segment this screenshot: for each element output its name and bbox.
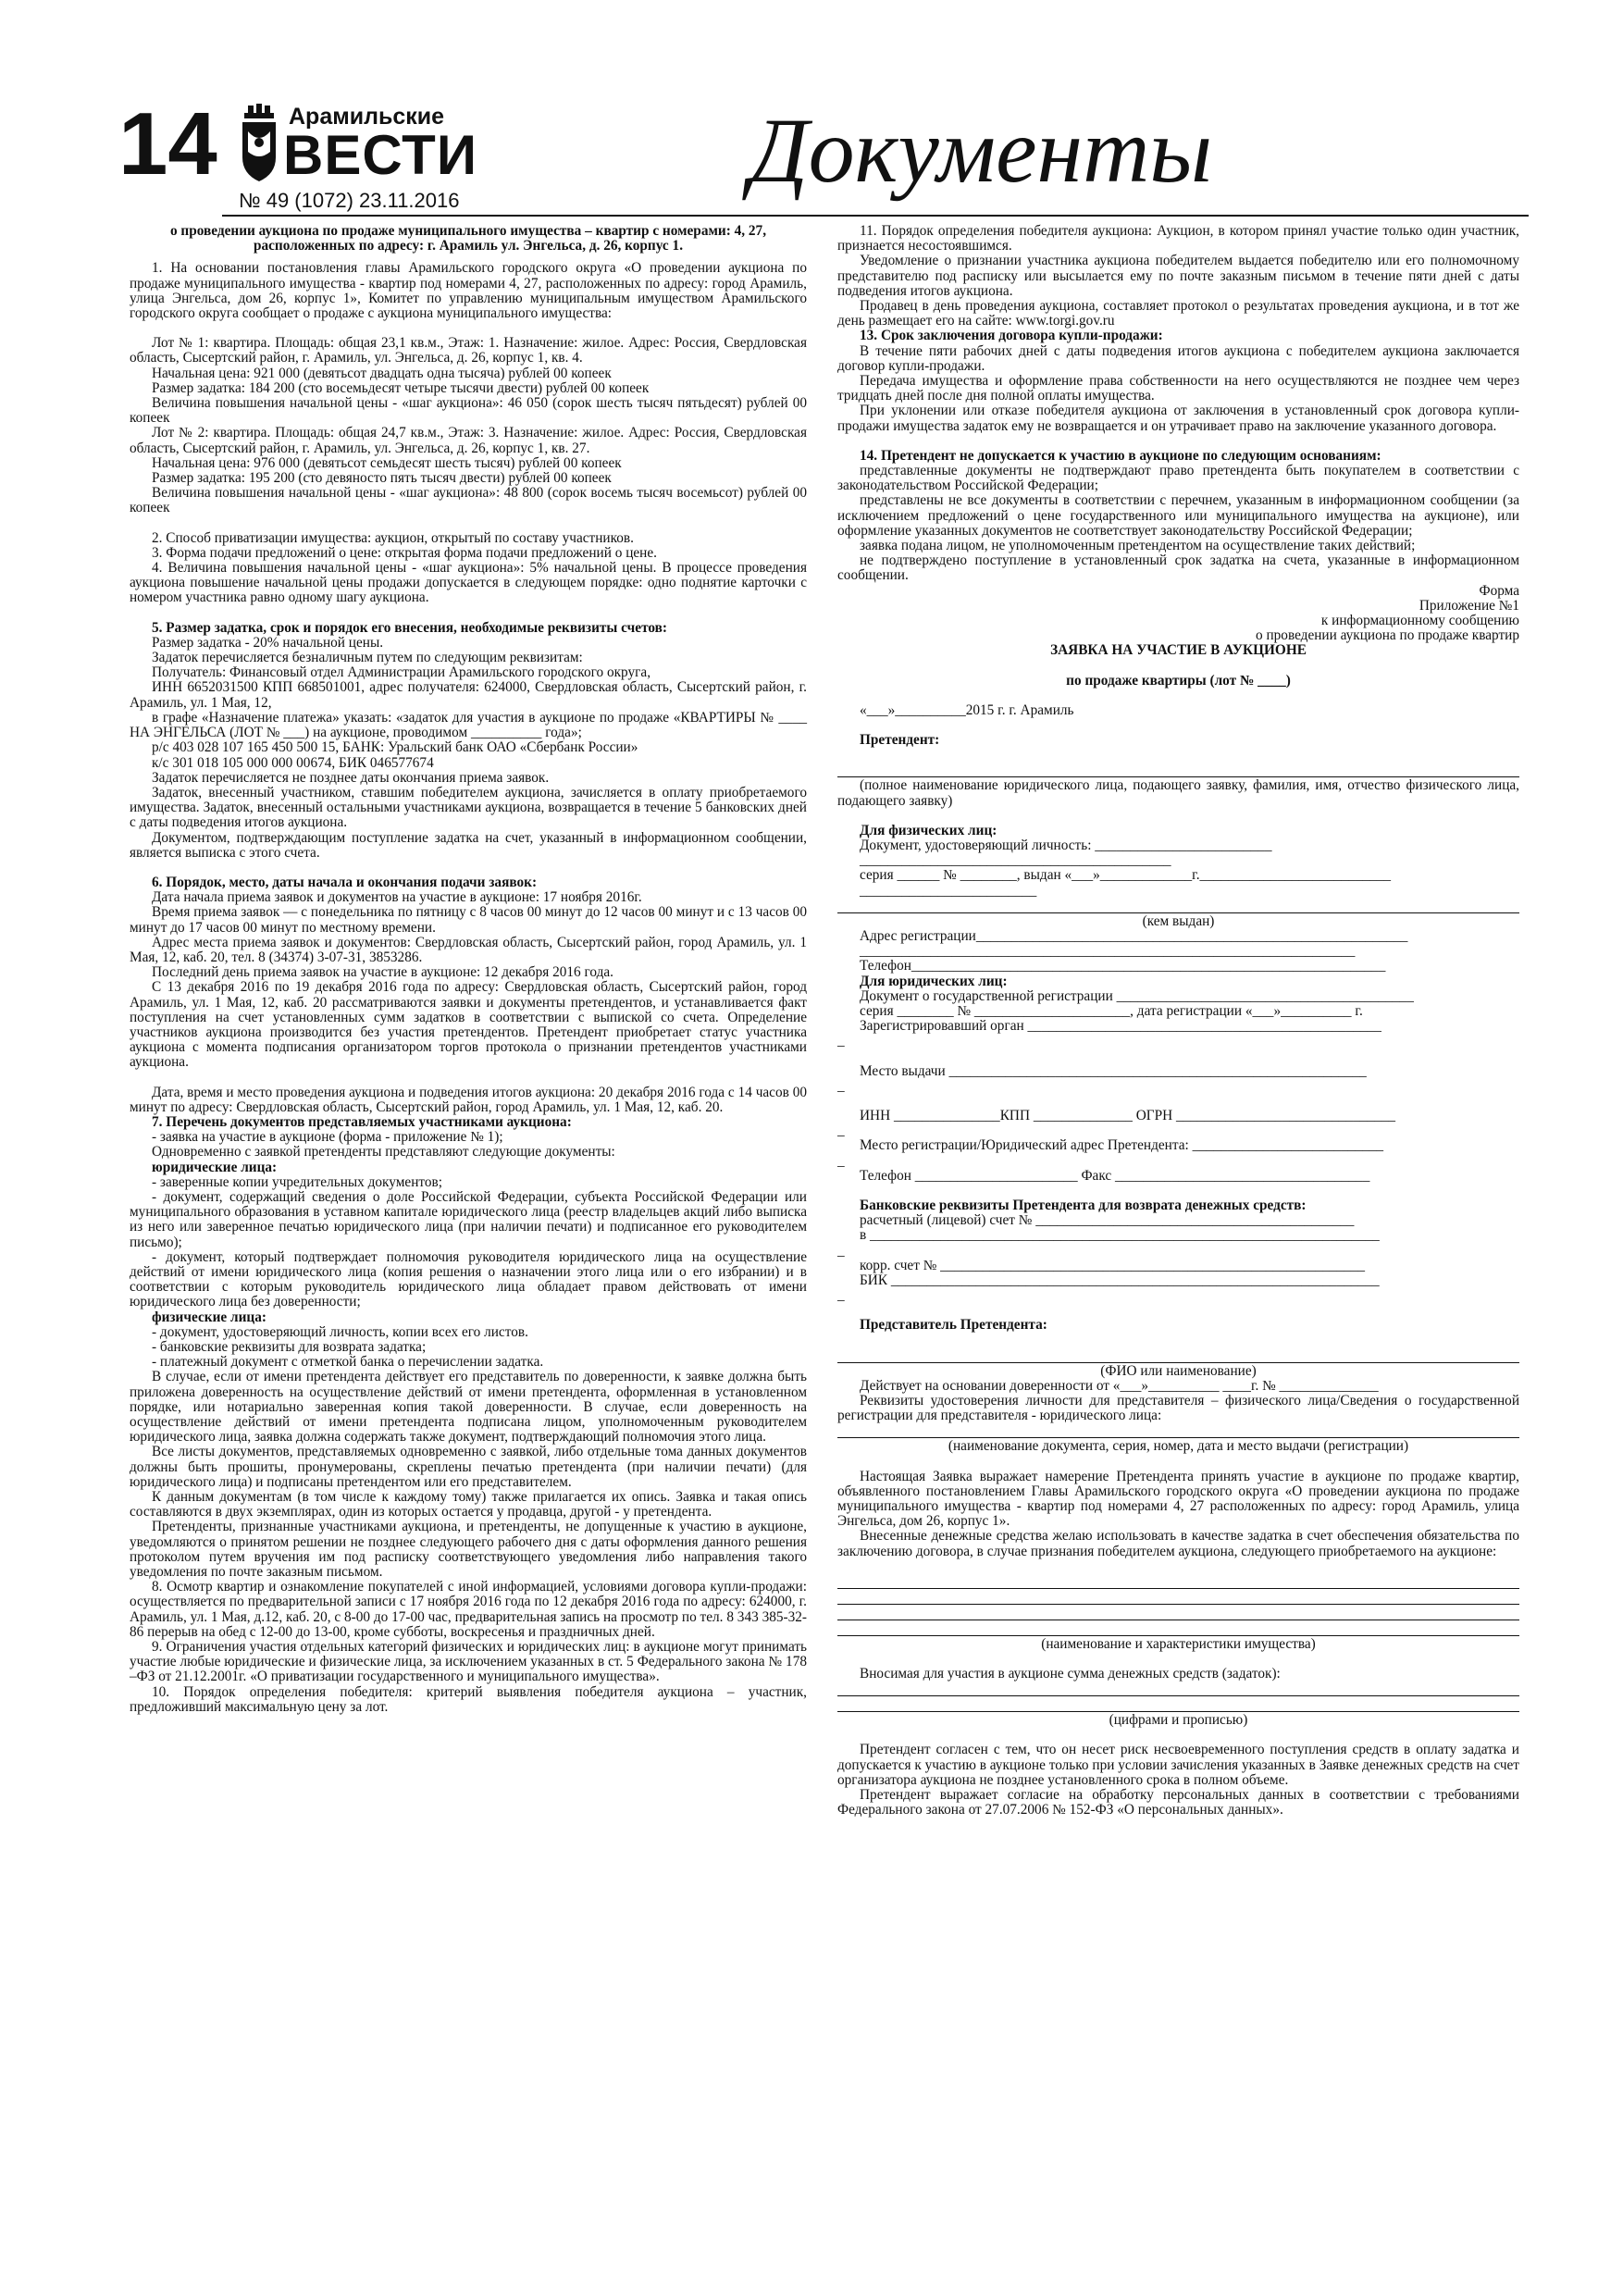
right-paragraph: 14. Претендент не допускается к участию в аукционе по следующим основаниям: xyxy=(860,447,1381,464)
right-paragraph: _ xyxy=(837,1242,845,1259)
right-paragraph xyxy=(837,809,1519,824)
right-paragraph: При уклонении или отказе победителя аукциона от заключения в установленный срок договора купли-продажи имущества задаток ему не возвращается и он утрачивает право на заключение указанного договора. xyxy=(837,403,1519,434)
right-paragraph: Передача имущества и оформление права собственности на него осуществляются не позднее чем через тридцать дней после дня полной оплаты имущества. xyxy=(837,373,1519,404)
left-paragraph: Задаток перечисляется безналичным путем по следующим реквизитам: xyxy=(152,650,583,666)
right-paragraph xyxy=(837,1590,1519,1605)
left-paragraph: - заверенные копии учредительных документов; xyxy=(152,1173,442,1190)
left-paragraph: С 13 декабря 2016 по 19 декабря 2016 года по адресу: Свердловская область, Сысертский район, город Арамиль, ул. 1 Мая, 12, каб. 20 рассматриваются заявки и документы претендентов, и устанавливается факт поступления на счет установленных сумм задатков в соответствии с выпиской со счета. Определение участников аукциона производится без участия претендентов. Претендент приобретает статус участника аукциона с момента подписания организатором торгов протокола о признании претендентов участниками аукциона. xyxy=(130,979,807,1071)
right-paragraph: Для физических лиц: xyxy=(860,822,997,838)
logo-bottom-text: ВЕСТИ xyxy=(283,124,477,186)
left-paragraph: Величина повышения начальной цены - «шаг аукциона»: 46 050 (сорок шесть тысяч пятьдесят) рублей 00 копеек xyxy=(130,395,807,427)
right-paragraph: ____________________________________________ xyxy=(860,852,1171,869)
right-paragraph: Вносимая для участия в аукционе сумма денежных средств (задаток): xyxy=(860,1666,1281,1682)
right-paragraph: (наименование документа, серия, номер, дата и место выдачи (регистрации) xyxy=(948,1438,1409,1455)
right-paragraph: серия ______ № ________, выдан «___»_____________г.___________________________ xyxy=(860,867,1392,884)
right-paragraph xyxy=(837,689,1519,703)
right-paragraph xyxy=(837,434,1519,449)
left-paragraph: 6. Порядок, место, даты начала и окончания подачи заявок: xyxy=(152,874,538,890)
right-paragraph: Место регистрации/Юридический адрес Претендента: ___________________________ xyxy=(860,1137,1384,1154)
right-paragraph: Банковские реквизиты Претендента для возврата денежных средств: xyxy=(860,1197,1307,1213)
right-paragraph: _ xyxy=(837,1287,845,1304)
right-paragraph: Действует на основании доверенности от «___»__________ ____г. № ______________ xyxy=(860,1377,1379,1394)
left-paragraph: 5. Размер задатка, срок и порядок его внесения, необходимые реквизиты счетов: xyxy=(152,619,668,636)
right-paragraph xyxy=(837,1606,1519,1620)
left-paragraph xyxy=(130,606,807,621)
right-paragraph: Реквизиты удостоверения личности для представителя – физического лица/Сведения о государственной регистрации для представителя - юридического лица: xyxy=(837,1393,1519,1424)
logo-top-text: Арамильские xyxy=(289,104,445,130)
right-paragraph: Претендент выражает согласие на обработку персональных данных в соответствии с требованиями Федерального закона от 27.07.2006 № 152-ФЗ «О персональных данных». xyxy=(837,1787,1519,1818)
right-paragraph: корр. счет № ____________________________________________________________ xyxy=(860,1257,1366,1273)
right-paragraph: Претендент согласен с тем, что он несет риск несвоевременного поступления средств в оплату задатка и допускается к участию в аукционе только при условии зачисления указанных в Заявке денежных средств на счет организатора аукциона не позднее установленного срока в полном объеме. xyxy=(837,1742,1519,1788)
left-paragraph: Дата, время и место проведения аукциона и подведения итогов аукциона: 20 декабря 2016 года с 14 часов 00 минут по адресу: Свердловская область, Сысертский район, город Арамиль, ул. 1 Мая, 12, каб. 20. xyxy=(130,1084,807,1115)
left-paragraph: Размер задатка: 195 200 (сто девяносто пять тысяч двести) рублей 00 копеек xyxy=(152,470,612,487)
left-paragraph: Претенденты, признанные участниками аукциона, и претенденты, не допущенные к участию в аукционе, уведомляются о принятом решении не позднее следующего рабочего дня с даты оформления данного решения протоколом путем вручения им под расписку соответствующего уведомления либо направления такого уведомления по почте заказным письмом. xyxy=(130,1519,807,1581)
section-title: Документы xyxy=(750,99,1213,202)
right-paragraph: Продавец в день проведения аукциона, составляет протокол о результатах проведения аукциона, и в тот же день размещает его на сайте: www.torgi.gov.ru xyxy=(837,298,1519,329)
right-paragraph: _ xyxy=(837,1123,845,1139)
left-paragraph: Документом, подтверждающим поступление задатка на счет, указанный в информационном сообщении, является выписка с этого счета. xyxy=(130,829,807,861)
right-paragraph xyxy=(837,1621,1519,1636)
right-paragraph: Настоящая Заявка выражает намерение Претендента принять участие в аукционе по продаже квартир, объявленного постановлением Главы Арамильского городского округа «О проведении аукциона по продаже муниципального имущества - квартир под номерами 4, 27 расположенных по адресу: город Арамиль, улица Энгельса, дом 26, корпус 1». xyxy=(837,1468,1519,1530)
left-paragraph: 4. Величина повышения начальной цены - «шаг аукциона»: 5% начальной цены. В процессе проведения аукциона повышение начальной цены продажи допускается в следующем порядке: одно поднятие карточки с номером участника равно одному шагу аукциона. xyxy=(130,560,807,606)
left-paragraph: Величина повышения начальной цены - «шаг аукциона»: 48 800 (сорок восемь тысяч восемьсот) рублей 00 копеек xyxy=(130,485,807,516)
left-paragraph: Задаток перечисляется не позднее даты окончания приема заявок. xyxy=(152,769,550,786)
right-paragraph: Телефон _______________________ Факс ____________________________________ xyxy=(860,1167,1370,1184)
right-paragraph: ЗАЯВКА НА УЧАСТИЕ В АУКЦИОНЕ xyxy=(1050,642,1307,659)
left-paragraph: - банковские реквизиты для возврата задатка; xyxy=(152,1339,427,1356)
left-paragraph: 3. Форма подачи предложений о цене: открытая форма подачи предложений о цене. xyxy=(152,544,657,561)
right-paragraph: _ xyxy=(837,1077,845,1094)
left-paragraph xyxy=(130,321,807,336)
right-paragraph: представленные документы не подтверждают право претендента быть покупателем в соответствии с законодательством Российской Федерации; xyxy=(837,463,1519,494)
left-column xyxy=(130,224,807,1715)
right-paragraph: Претендент: xyxy=(860,732,940,749)
right-paragraph: Внесенные денежные средства желаю использовать в качестве задатка в счет обеспечения обязательства по заключению договора, в случае признания победителем аукциона, следующего приобретаемого на аукционе: xyxy=(837,1528,1519,1559)
newspaper-logo xyxy=(239,104,477,189)
coat-of-arms-icon xyxy=(239,104,279,183)
left-paragraph: Размер задатка: 184 200 (сто восемьдесят четыре тысячи двести) рублей 00 копеек xyxy=(152,379,650,396)
right-paragraph: Телефон___________________________________________________________________ xyxy=(860,958,1386,974)
right-paragraph: серия ________ № ______________________, дата регистрации «___»__________ г. xyxy=(860,1002,1363,1019)
right-paragraph xyxy=(837,899,1519,913)
left-paragraph: Начальная цена: 921 000 (девятьсот двадцать одна тысяча) рублей 00 копеек xyxy=(152,365,612,381)
right-paragraph: расчетный (лицевой) счет № _____________________________________________ xyxy=(860,1212,1355,1229)
issue-info: № 49 (1072) 23.11.2016 xyxy=(239,189,460,212)
right-paragraph: Документ, удостоверяющий личность: _________________________ xyxy=(860,837,1272,853)
right-paragraph: в ________________________________________________________________________ xyxy=(860,1227,1380,1244)
right-paragraph: (полное наименование юридического лица, подающего заявку, фамилия, имя, отчество физического лица, подающего заявку) xyxy=(837,777,1519,809)
right-paragraph xyxy=(837,1423,1519,1438)
header-rule xyxy=(222,215,1529,217)
right-paragraph xyxy=(837,1094,1519,1109)
right-paragraph xyxy=(837,1303,1519,1318)
right-paragraph xyxy=(837,1728,1519,1743)
right-paragraph: по продаже квартиры (лот № ____) xyxy=(1066,672,1291,689)
left-paragraph: Задаток, внесенный участником, ставшим победителем аукциона, зачисляется в оплату приобретаемого имущества. Задаток, внесенный остальными участниками аукциона, возвращается в течение 5 банковских дней с даты подведения итогов аукциона. xyxy=(130,784,807,831)
left-paragraph: 7. Перечень документов представляемых участниками аукциона: xyxy=(152,1113,572,1130)
right-paragraph: Место выдачи ___________________________________________________________ xyxy=(860,1062,1367,1079)
left-paragraph: Лот № 2: квартира. Площадь: общая 24,7 кв.м., Этаж: 3. Назначение: жилое. Адрес: Россия, Свердловская область, Сысертский район, г. Арамиль, ул. Энгельса, д. 26, корпус 1, кв. 27. xyxy=(130,425,807,456)
left-paragraph: Дата начала приема заявок и документов на участие в аукционе: 17 ноября 2016г. xyxy=(152,889,642,906)
right-paragraph: 13. Срок заключения договора купли-продажи: xyxy=(860,328,1163,344)
right-paragraph xyxy=(837,1682,1519,1696)
right-paragraph xyxy=(837,1049,1519,1064)
left-paragraph: 9. Ограничения участия отдельных категорий физических и юридических лиц: в аукционе могут принимать участие любые юридические и физические лица, за исключением указанных в ст. 5 Федерального закона № 178 –ФЗ от 21.12.2001г. «О приватизации государственного и муниципального имущества». xyxy=(130,1639,807,1685)
left-paragraph: 1. На основании постановления главы Арамильского городского округа «О проведении аукциона по продаже муниципального имущества - квартир под номерами 4, 27, расположенных по адресу: город Арамиль, улица Энгельса, дом 26, корпус 1», Комитет по управлению муниципальным имуществом Арамильского городского округа сообщает о продаже с аукциона муниципального имущества: xyxy=(130,260,807,322)
left-paragraph: Получатель: Финансовый отдел Администрации Арамильского городского округа, xyxy=(152,664,651,681)
left-paragraph: К данным документам (в том числе к каждому тому) также прилагается их опись. Заявка и такая опись составляются в двух экземплярах, один из которых остается у продавца, другой - у претендента. xyxy=(130,1489,807,1520)
right-paragraph: Форма xyxy=(1479,582,1519,599)
right-paragraph: _ xyxy=(837,1033,845,1049)
right-paragraph: к информационному сообщению xyxy=(1320,613,1519,629)
right-paragraph: 11. Порядок определения победителя аукциона: Аукцион, в котором принял участие только один участник, признается несостоявшимся. xyxy=(837,223,1519,254)
left-paragraph: р/с 403 028 107 165 450 500 15, БАНК: Уральский банк ОАО «Сбербанк России» xyxy=(152,739,638,756)
right-paragraph: БИК _____________________________________________________________________ xyxy=(860,1272,1380,1288)
left-paragraph: Начальная цена: 976 000 (девятьсот семьдесят шесть тысяч) рублей 00 копеек xyxy=(152,454,622,471)
right-paragraph: (ФИО или наименование) xyxy=(1100,1362,1257,1379)
left-paragraph: - документ, удостоверяющий личность, копии всех его листов. xyxy=(152,1323,528,1340)
right-paragraph xyxy=(837,1574,1519,1589)
right-paragraph: _________________________ xyxy=(860,882,1037,899)
right-paragraph xyxy=(837,763,1519,777)
right-paragraph: Документ о государственной регистрации __________________________________________ xyxy=(860,987,1414,1004)
right-paragraph: не подтверждено поступление в установленный срок задатка на счета, указанные в информационном сообщении. xyxy=(837,552,1519,584)
right-paragraph: (цифрами и прописью) xyxy=(1109,1712,1248,1729)
left-paragraph: Время приема заявок — с понедельника по пятницу с 8 часов 00 минут до 12 часов 00 минут и с 13 часов 00 минут до 17 часов 00 минут по местному времени. xyxy=(130,904,807,936)
right-paragraph xyxy=(837,1652,1519,1667)
left-paragraph: ИНН 6652031500 КПП 668501001, адрес получателя: 624000, Свердловская область, Сысертский район, г. Арамиль, ул. 1 Мая, 12, xyxy=(130,679,807,711)
right-paragraph: _ xyxy=(837,1152,845,1169)
right-paragraph: В течение пяти рабочих дней с даты подведения итогов аукциона с победителем аукциона заключается договор купли-продажи. xyxy=(837,342,1519,374)
right-paragraph: (кем выдан) xyxy=(1142,912,1215,929)
left-paragraph: - заявка на участие в аукционе (форма - приложение № 1); xyxy=(152,1129,503,1146)
left-paragraph: в графе «Назначение платежа» указать: «задаток для участия в аукционе по продаже «КВАРТИРЫ № ____ НА ЭНГЕЛЬСА (ЛОТ № ___) на аукционе, проводимом __________ года»; xyxy=(130,709,807,741)
right-paragraph: о проведении аукциона по продаже квартир xyxy=(1255,627,1519,644)
right-paragraph: Уведомление о признании участника аукциона победителем выдается победителю или его полномочному представителю под расписку или высылается ему по почте заказным письмом в течение пяти дней с даты подведения итогов аукциона. xyxy=(837,253,1519,299)
right-paragraph xyxy=(837,1348,1519,1363)
left-paragraph: Размер задатка - 20% начальной цены. xyxy=(152,634,384,651)
left-paragraph: физические лица: xyxy=(152,1309,266,1325)
right-paragraph: Зарегистрировавший орган __________________________________________________ xyxy=(860,1018,1381,1035)
right-paragraph xyxy=(837,1697,1519,1712)
right-paragraph: (наименование и характеристики имущества) xyxy=(1041,1635,1316,1652)
left-paragraph xyxy=(130,1071,807,1086)
page-number: 14 xyxy=(118,94,217,193)
right-paragraph: Адрес регистрации_____________________________________________________________ xyxy=(860,927,1408,944)
left-paragraph: Адрес места приема заявок и документов: Свердловская область, Сысертский район, город Арамиль, ул. 1 Мая, 12, каб. 20, тел. 8 (34374) 3-07-31, 3853286. xyxy=(130,934,807,965)
left-paragraph: - платежный документ с отметкой банка о перечислении задатка. xyxy=(152,1354,544,1371)
left-paragraph: Последний день приема заявок на участие в аукционе: 12 декабря 2016 года. xyxy=(152,964,614,981)
right-column xyxy=(837,224,1519,1818)
right-paragraph: заявка подана лицом, не уполномоченным претендентом на осуществление таких действий; xyxy=(860,538,1416,554)
right-paragraph xyxy=(837,1184,1519,1198)
left-paragraph: В случае, если от имени претендента действует его представитель по доверенности, к заявке должна быть приложена доверенность на осуществление действий от имени претендента, оформленная в установленном порядке, или нотариально заверенная копия такой доверенности. В случае, если доверенность на осуществление действий от имени претендента подписана лицом, уполномоченным руководителем юридического лица, заявка должна содержать также документ, подтверждающий полномочия этого лица. xyxy=(130,1369,807,1446)
left-paragraph: Лот № 1: квартира. Площадь: общая 23,1 кв.м., Этаж: 1. Назначение: жилое. Адрес: Россия, Свердловская область, Сысертский район, г. Арамиль, ул. Энгельса, д. 26, корпус 1, кв. 4. xyxy=(130,335,807,366)
left-paragraph: Все листы документов, представляемых одновременно с заявкой, либо отдельные тома данных документов должны быть прошиты, пронумерованы, скреплены печатью претендента (при наличии печати) (для юридического лица) и подписаны претендентом или его представителем. xyxy=(130,1444,807,1490)
left-paragraph: 8. Осмотр квартир и ознакомление покупателей с иной информацией, условиями договора купли-продажи: осуществляется по предварительной записи с 17 ноября 2016 года по 12 декабря 2016 года по адресу: 624000, г. Арамиль, ул. 1 Мая, д.12, каб. 20, с 8-00 до 17-00 час, предварительная запись на просмотр по тел. 8 343 385-32-86 перерыв на обед с 12-00 до 13-00, кроме субботы, воскресенья и праздничных дней. xyxy=(130,1579,807,1640)
right-paragraph: Приложение №1 xyxy=(1419,597,1519,614)
left-paragraph: - документ, содержащий сведения о доле Российской Федерации, субъекта Российской Федерации или муниципального образования в уставном капитале юридического лица (реестр владельцев акций либо выписка из него или заверенное печатью юридического лица (при наличии печати) и подписанное его руководителем письмо); xyxy=(130,1188,807,1250)
right-paragraph: ______________________________________________________________________ xyxy=(860,943,1356,960)
right-paragraph: ИНН _______________КПП ______________ ОГРН _______________________________ xyxy=(860,1107,1396,1123)
left-paragraph xyxy=(130,861,807,875)
left-paragraph xyxy=(130,516,807,531)
right-paragraph xyxy=(837,1334,1519,1348)
right-paragraph xyxy=(837,1559,1519,1574)
left-paragraph: Одновременно с заявкой претенденты представляют следующие документы: xyxy=(152,1144,615,1160)
right-paragraph: Для юридических лиц: xyxy=(860,973,1008,989)
right-paragraph xyxy=(837,718,1519,733)
right-paragraph xyxy=(837,659,1519,674)
left-paragraph: - документ, который подтверждает полномочия руководителя юридического лица на осуществление действий от имени юридического лица (копия решения о назначении этого лица или о его избрании) и в соответствии с которым руководитель юридического лица обладает правом действовать от имени юридического лица без доверенности; xyxy=(130,1248,807,1310)
right-paragraph xyxy=(837,1455,1519,1470)
right-paragraph: «___»__________2015 г. г. Арамиль xyxy=(860,701,1074,718)
right-paragraph: представлены не все документы в соответствии с перечнем, указанным в информационном сообщении (за исключением предложений о цене государственного или муниципального имущества на аукционе), или оформление указанных документов не соответствует законодательству Российской Федерации; xyxy=(837,492,1519,539)
left-paragraph: к/с 301 018 105 000 000 00674, БИК 046577674 xyxy=(152,754,434,771)
left-paragraph: 10. Порядок определения победителя: критерий выявления победителя аукциона – участник, предложивший максимальную цену за лот. xyxy=(130,1683,807,1715)
right-paragraph xyxy=(837,748,1519,763)
left-paragraph: о проведении аукциона по продаже муниципального имущества – квартир с номерами: 4, 27, расположенных по адресу: г. Арамиль ул. Энгельса, д. 26, корпус 1. xyxy=(169,223,767,254)
right-paragraph: Представитель Претендента: xyxy=(860,1317,1047,1334)
left-paragraph: юридические лица: xyxy=(152,1159,278,1175)
left-paragraph: 2. Способ приватизации имущества: аукцион, открытый по составу участников. xyxy=(152,529,634,546)
